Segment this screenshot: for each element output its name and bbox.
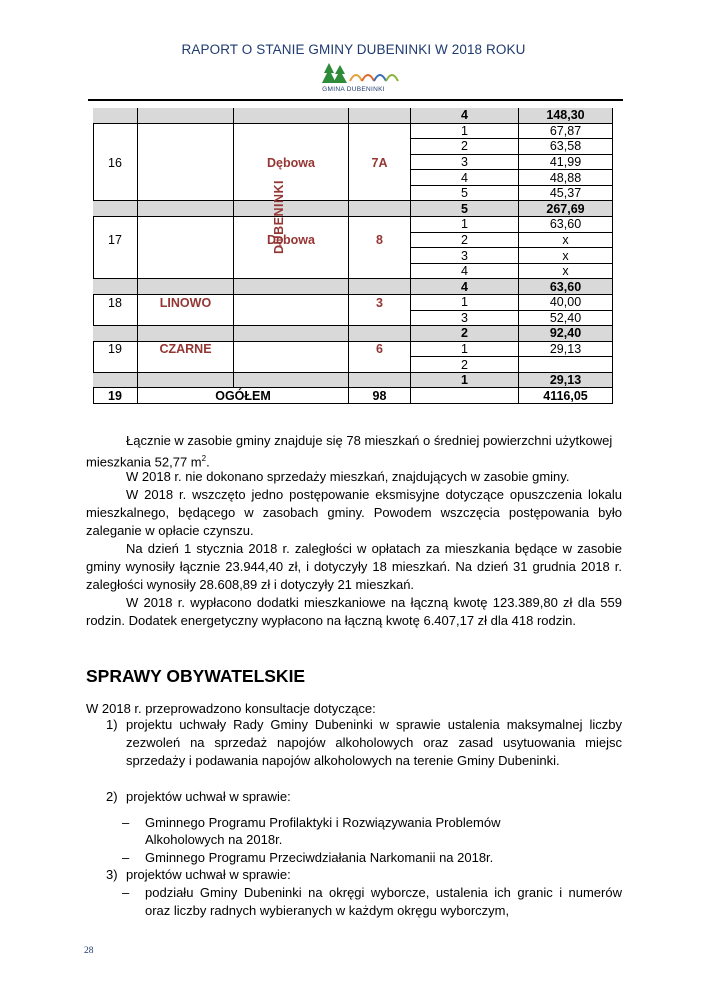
table-cell-pow: 52,40 xyxy=(519,311,613,327)
table-cell-pow: 148,30 xyxy=(519,108,613,124)
table-cell-lokal: 4 xyxy=(411,264,519,280)
table-row xyxy=(93,124,613,140)
table-cell-lp xyxy=(93,248,138,264)
table-row xyxy=(93,155,613,171)
table-cell-nr xyxy=(349,124,411,140)
table-row xyxy=(93,201,613,217)
table-cell-miejsc xyxy=(138,155,234,171)
table-cell-pow: 29,13 xyxy=(519,373,613,389)
table-row xyxy=(93,311,613,327)
table-cell-lokal xyxy=(411,388,519,404)
table-cell-nr: 3 xyxy=(349,295,411,311)
table-cell-lokal: 1 xyxy=(411,295,519,311)
table-row xyxy=(93,233,613,249)
table-cell-nr xyxy=(349,326,411,342)
table-cell-lokal: 4 xyxy=(411,170,519,186)
table-cell-nr xyxy=(349,264,411,280)
table-cell-lokal: 1 xyxy=(411,373,519,389)
item2-sub1-line2: Alkoholowych na 2018r. xyxy=(145,832,283,847)
table-cell-lokal: 2 xyxy=(411,326,519,342)
table-row xyxy=(93,342,613,358)
p2-text: W 2018 r. nie dokonano sprzedaży mieszkań, znajdujących w zasobie gminy. xyxy=(126,469,570,484)
table-cell-lp: 19 xyxy=(93,388,138,404)
table-cell-lp xyxy=(93,170,138,186)
table-cell-ulica xyxy=(234,357,349,373)
table-cell-ulica xyxy=(234,311,349,327)
item3-number: 3) xyxy=(106,867,118,882)
section-title: SPRAWY OBYWATELSKIE xyxy=(86,666,306,686)
table-row xyxy=(93,326,613,342)
table-cell-miejsc xyxy=(138,326,234,342)
paragraph-sales xyxy=(86,468,622,486)
paragraph-allowances xyxy=(86,594,622,630)
report-title: RAPORT O STANIE GMINY DUBENINKI W 2018 ROKU xyxy=(181,42,526,57)
table-row xyxy=(93,186,613,202)
table-cell-nr xyxy=(349,357,411,373)
table-cell-ulica xyxy=(234,373,349,389)
p4-text: Na dzień 1 stycznia 2018 r. zaległości w opłatach za mieszkania będące w zasobie gminy wynosiły łącznie 23.944,40 zł, i dotyczyły 18 mieszkań. Na dzień 31 grudnia 2018 r. zaległości wynosiły 28.608,89 zł i dotyczyły 21 mieszkań. xyxy=(86,541,622,592)
table-cell-pow: 4116,05 xyxy=(519,388,613,404)
vertical-label-text: DUBENINKI xyxy=(271,180,286,254)
table-row xyxy=(93,108,613,124)
table-cell-lokal: 5 xyxy=(411,201,519,217)
table-cell-lp xyxy=(93,217,138,233)
table-cell-lp xyxy=(93,373,138,389)
table-cell-lp xyxy=(93,326,138,342)
table-cell-ulica xyxy=(234,326,349,342)
item2-sub2-text: Gminnego Programu Przeciwdziałania Narkomanii na 2018r. xyxy=(145,850,494,865)
item2-sub1-dash: – xyxy=(122,815,130,830)
table-cell-lp xyxy=(93,311,138,327)
table-cell-miejsc xyxy=(138,139,234,155)
table-cell-pow: x xyxy=(519,248,613,264)
table-cell-ulica xyxy=(234,342,349,358)
table-cell-lp xyxy=(93,357,138,373)
p5-text: W 2018 r. wypłacono dodatki mieszkaniowe na łączną kwotę 123.389,80 zł dla 559 rodzin. Dodatek energetyczny wypłacono na łączną kwotę 6.407,17 zł dla 418 rodzin. xyxy=(86,595,622,628)
item2-number: 2) xyxy=(106,789,118,804)
table-cell-miejsc: LINOWO xyxy=(138,295,234,311)
table-cell-lokal: 2 xyxy=(411,139,519,155)
table-cell-lokal: 1 xyxy=(411,342,519,358)
table-cell-nr xyxy=(349,373,411,389)
table-cell-nr xyxy=(349,201,411,217)
table-cell-miejsc xyxy=(138,108,234,124)
table-cell-pow: 41,99 xyxy=(519,155,613,171)
table-cell-miejsc: OGÓŁEM xyxy=(138,388,349,404)
item3-text: projektów uchwał w sprawie: xyxy=(126,867,291,882)
table-row xyxy=(93,279,613,295)
header-divider xyxy=(88,99,623,101)
table-cell-nr xyxy=(349,139,411,155)
paragraph-arrears xyxy=(86,540,622,594)
table-cell-pow: 45,37 xyxy=(519,186,613,202)
page-number: 28 xyxy=(84,946,94,956)
table-cell-lokal: 2 xyxy=(411,233,519,249)
table-cell-miejsc xyxy=(138,201,234,217)
table-cell-miejsc xyxy=(138,170,234,186)
table-row xyxy=(93,248,613,264)
table-cell-pow: 63,58 xyxy=(519,139,613,155)
p1-end: . xyxy=(206,454,210,470)
table-cell-lp xyxy=(93,264,138,280)
table-cell-nr xyxy=(349,186,411,202)
table-cell-pow: 92,40 xyxy=(519,326,613,342)
table-cell-nr xyxy=(349,248,411,264)
table-cell-pow: 40,00 xyxy=(519,295,613,311)
table-cell-miejsc xyxy=(138,186,234,202)
table-row xyxy=(93,170,613,186)
table-cell-lp: 16 xyxy=(93,155,138,171)
table-cell-pow: x xyxy=(519,233,613,249)
paragraph-eviction xyxy=(86,486,622,540)
table-cell-lp: 19 xyxy=(93,342,138,358)
table-cell-nr xyxy=(349,108,411,124)
table-cell-miejsc xyxy=(138,217,234,233)
p1-sup: 2 xyxy=(201,454,207,463)
table-row xyxy=(93,388,613,404)
table-cell-lokal: 5 xyxy=(411,186,519,202)
paragraph-stock xyxy=(86,432,622,471)
table-cell-ulica: Dębowa xyxy=(234,233,349,249)
table-cell-miejsc xyxy=(138,124,234,140)
table-cell-miejsc xyxy=(138,233,234,249)
logo-caption: GMINA DUBENINKI xyxy=(322,86,385,93)
item3-sub1-dash: – xyxy=(122,885,130,900)
table-row xyxy=(93,139,613,155)
p3-text: W 2018 r. wszczęto jedno postępowanie eksmisyjne dotyczące opuszczenia lokalu mieszkalnego, będącego w zasobach gminy. Powodem wszczęcia postępowania było zaleganie w opłacie czynszu. xyxy=(86,487,622,538)
table-cell-miejsc xyxy=(138,373,234,389)
table-row xyxy=(93,373,613,389)
table-cell-lokal: 3 xyxy=(411,248,519,264)
table-cell-lp xyxy=(93,108,138,124)
table-cell-lokal: 4 xyxy=(411,108,519,124)
table-row xyxy=(93,295,613,311)
table-cell-nr xyxy=(349,279,411,295)
table-cell-lokal: 1 xyxy=(411,217,519,233)
table-cell-pow: 267,69 xyxy=(519,201,613,217)
table-cell-nr xyxy=(349,170,411,186)
table-cell-nr xyxy=(349,311,411,327)
table-cell-lokal: 1 xyxy=(411,124,519,140)
table-cell-lp: 18 xyxy=(93,295,138,311)
table-cell-lp xyxy=(93,139,138,155)
table-cell-miejsc: CZARNE xyxy=(138,342,234,358)
table-cell-miejsc xyxy=(138,357,234,373)
table-cell-miejsc xyxy=(138,311,234,327)
table-cell-pow: 63,60 xyxy=(519,217,613,233)
table-cell-pow: 48,88 xyxy=(519,170,613,186)
p1-line2: mieszkania 52,77 m xyxy=(86,454,202,470)
table-cell-pow: x xyxy=(519,264,613,280)
item1-number: 1) xyxy=(106,717,118,732)
housing-table xyxy=(93,108,613,404)
table-cell-nr: 8 xyxy=(349,233,411,249)
table-cell-lp xyxy=(93,279,138,295)
table-row xyxy=(93,264,613,280)
item3-sub1-text: podziału Gminy Dubeninki na okręgi wyborcze, ustalenia ich granic i numerów oraz liczby radnych wybieranych w każdym okręgu wyborczym, xyxy=(145,885,622,918)
section-intro: W 2018 r. przeprowadzono konsultacje dotyczące: xyxy=(86,701,376,716)
table-cell-lokal: 4 xyxy=(411,279,519,295)
table-cell-lp xyxy=(93,186,138,202)
table-cell-lokal: 2 xyxy=(411,357,519,373)
table-cell-pow: 29,13 xyxy=(519,342,613,358)
table-cell-ulica: Dębowa xyxy=(234,155,349,171)
item2-sub2-dash: – xyxy=(122,850,130,865)
table-cell-miejsc xyxy=(138,279,234,295)
table-cell-nr xyxy=(349,217,411,233)
table-row xyxy=(93,217,613,233)
table-cell-lp: 17 xyxy=(93,233,138,249)
table-cell-pow: 67,87 xyxy=(519,124,613,140)
item2-sub1-line1: Gminnego Programu Profilaktyki i Rozwiązywania Problemów xyxy=(145,815,501,830)
table-cell-nr: 7A xyxy=(349,155,411,171)
table-cell-miejsc xyxy=(138,248,234,264)
table-cell-miejsc xyxy=(138,264,234,280)
table-cell-nr: 6 xyxy=(349,342,411,358)
vertical-locality-label xyxy=(231,124,327,310)
p1-line1: Łącznie w zasobie gminy znajduje się 78 mieszkań o średniej powierzchni użytkowej xyxy=(126,433,613,448)
table-cell-ulica xyxy=(234,108,349,124)
table-cell-lokal: 3 xyxy=(411,155,519,171)
table-cell-lp xyxy=(93,201,138,217)
table-cell-pow xyxy=(519,357,613,373)
item1-text: projektu uchwały Rady Gminy Dubeninki w sprawie ustalenia maksymalnej liczby zezwoleń na sprzedaż napojów alkoholowych oraz zasad usytuowania miejsc sprzedaży i podawania napojów alkoholowych na terenie Gminy Dubeninki. xyxy=(126,717,622,768)
table-cell-lp xyxy=(93,124,138,140)
table-cell-nr: 98 xyxy=(349,388,411,404)
table-cell-pow: 63,60 xyxy=(519,279,613,295)
item2-text: projektów uchwał w sprawie: xyxy=(126,789,291,804)
table-row xyxy=(93,357,613,373)
table-cell-lokal: 3 xyxy=(411,311,519,327)
